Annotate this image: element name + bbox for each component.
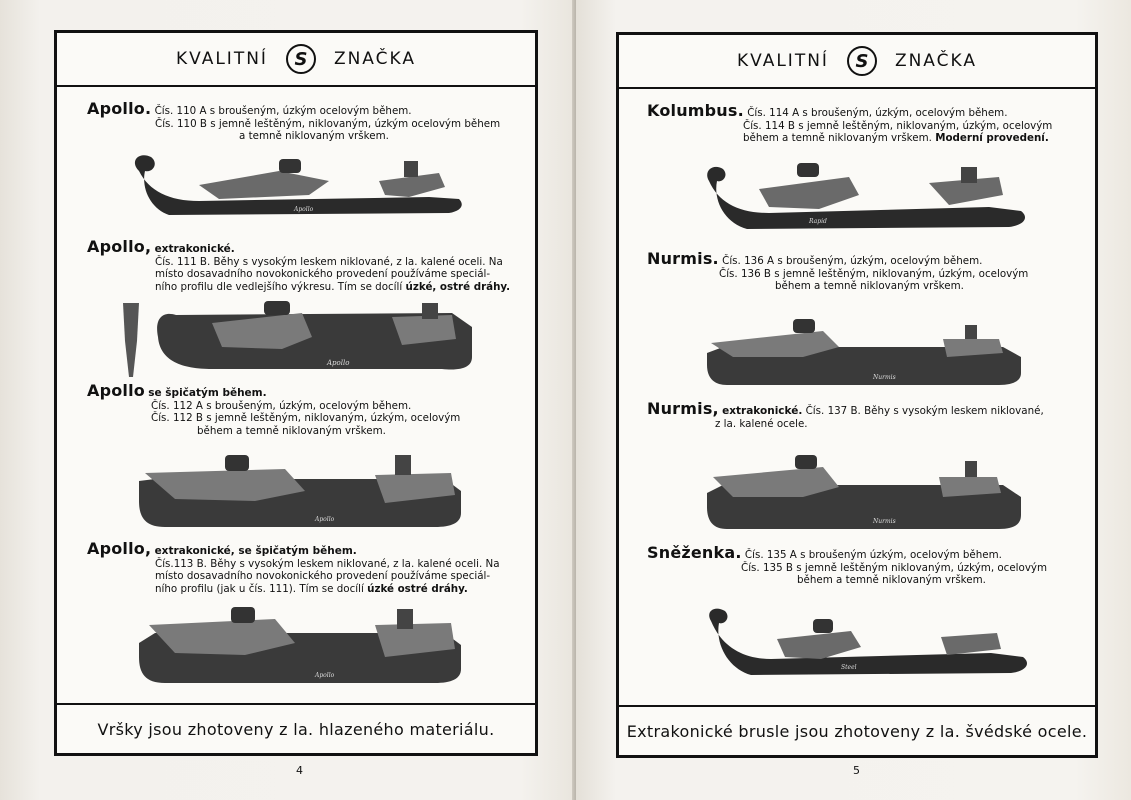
model-name: Apollo — [87, 381, 145, 400]
model-name: Apollo, — [87, 237, 152, 256]
entry-nurmis-extrakonicke — [647, 399, 1077, 430]
entry-line: Čís. 137 B. Běhy s vysokým leskem niklované, — [805, 405, 1044, 417]
entry-line: ního profilu (jak u čís. 111). Tím se docílí — [155, 582, 368, 595]
entry-nurmis — [647, 249, 1077, 293]
engraving: Apollo — [315, 672, 335, 679]
entry-line: Čís.113 B. Běhy s vysokým leskem niklované, z la. kalené oceli. Na — [155, 557, 500, 570]
entry-line: Čís. 112 A s broušeným, úzkým, ocelovým během. — [151, 399, 412, 412]
entry-emphasis: úzké, ostré dráhy. — [405, 280, 511, 293]
model-variant: extrakonické, se špičatým během. — [154, 545, 357, 557]
model-variant: extrakonické. — [722, 405, 803, 417]
entry-line: během a temně niklovaným vrškem. — [775, 280, 964, 292]
left-frame — [54, 30, 538, 756]
s-brand-logo-icon — [847, 46, 877, 76]
header-right-word: ZNAČKA — [894, 51, 977, 71]
entry-line: z la. kalené ocele. — [715, 417, 808, 430]
entry-kolumbus — [647, 101, 1077, 145]
model-name: Kolumbus. — [647, 101, 744, 120]
entry-line: Čís. 110 B s jemně leštěným, niklovaným, úzkým ocelovým během — [155, 117, 501, 130]
entry-line: Čís. 111 B. Běhy s vysokým leskem niklované, z la. kalené oceli. Na — [155, 255, 503, 268]
ice-skate-illustration-icon — [701, 605, 1031, 689]
blade-profile-drawing-icon — [119, 301, 143, 379]
entry-line: Čís. 135 B s jemně leštěným niklovaným, úzkým, ocelovým — [741, 561, 1048, 574]
page-number: 4 — [296, 764, 303, 777]
logo-letter: S — [294, 48, 308, 70]
right-footer: Extrakonické brusle jsou zhotoveny z la. švédské ocele. — [619, 705, 1095, 755]
entry-line: Čís. 135 A s broušeným úzkým, ocelovým během. — [744, 549, 1002, 561]
ice-skate-illustration-icon — [135, 451, 465, 531]
ice-skate-illustration-icon — [135, 603, 465, 689]
right-header — [619, 35, 1095, 89]
header-left-word: KVALITNÍ — [737, 51, 829, 71]
ice-skate-illustration-icon — [703, 317, 1023, 389]
entry-line: během a temně niklovaným vrškem. — [197, 424, 386, 437]
entry-line: a temně niklovaným vrškem. — [239, 130, 389, 142]
model-variant: extrakonické. — [154, 243, 235, 255]
model-name: Sněženka. — [647, 543, 742, 562]
ice-skate-illustration-icon — [703, 453, 1023, 533]
entry-line: Čís. 136 B s jemně leštěným, niklovaným, úzkým, ocelovým — [719, 267, 1029, 280]
engraving: Nurmis — [873, 518, 896, 525]
engraving: Apollo — [327, 359, 350, 367]
entry-line: Čís. 114 A s broušeným, úzkým, ocelovým během. — [747, 107, 1008, 119]
header-left-word: KVALITNÍ — [176, 49, 268, 69]
entry-emphasis: Moderní provedení. — [935, 132, 1049, 144]
entry-line: Čís. 110 A s broušeným, úzkým ocelovým během. — [154, 105, 412, 117]
page-number: 5 — [853, 764, 860, 777]
engraving: Nurmis — [873, 374, 896, 381]
entry-line: během a temně niklovaným vrškem. — [743, 132, 936, 144]
entry-apollo — [87, 99, 517, 143]
left-footer: Vršky jsou zhotoveny z la. hlazeného materiálu. — [57, 703, 535, 753]
entry-line: Čís. 114 B s jemně leštěným, niklovaným, úzkým, ocelovým — [743, 119, 1053, 132]
right-page — [576, 0, 1131, 800]
header-right-word: ZNAČKA — [333, 49, 416, 69]
engraving: Steel — [841, 664, 857, 671]
left-header — [57, 33, 535, 87]
entry-line: ního profilu dle vedlejšího výkresu. Tím se docílí — [155, 280, 406, 293]
entry-apollo-extrakonicke — [87, 237, 517, 293]
entry-line: během a temně niklovaným vrškem. — [797, 574, 986, 586]
entry-line: Čís. 136 A s broušeným, úzkým, ocelovým během. — [722, 255, 983, 267]
logo-letter: S — [855, 50, 869, 72]
right-frame — [616, 32, 1098, 758]
model-name: Apollo. — [87, 99, 152, 118]
model-name: Apollo, — [87, 539, 152, 558]
entry-apollo-spicaty — [87, 381, 517, 437]
entry-snezenka — [647, 543, 1077, 587]
entry-emphasis: úzké ostré dráhy. — [367, 582, 468, 595]
engraving: Rapid — [809, 218, 827, 225]
entry-line: místo dosavadního novokonického provedení používáme speciál- — [155, 268, 491, 280]
entry-apollo-extrakonicke-spicaty — [87, 539, 517, 595]
ice-skate-illustration-icon — [129, 151, 469, 231]
ice-skate-illustration-icon — [152, 297, 482, 381]
s-brand-logo-icon — [286, 44, 316, 74]
engraving: Apollo — [294, 206, 314, 213]
model-name: Nurmis. — [647, 249, 719, 268]
entry-line: místo dosavadního novokonického provedení používáme speciál- — [155, 570, 491, 582]
entry-line: Čís. 112 B s jemně leštěným, niklovaným, úzkým, ocelovým — [151, 412, 461, 424]
ice-skate-illustration-icon — [699, 161, 1029, 245]
engraving: Apollo — [315, 516, 335, 523]
model-name: Nurmis, — [647, 399, 719, 418]
model-variant: se špičatým během. — [148, 387, 267, 399]
